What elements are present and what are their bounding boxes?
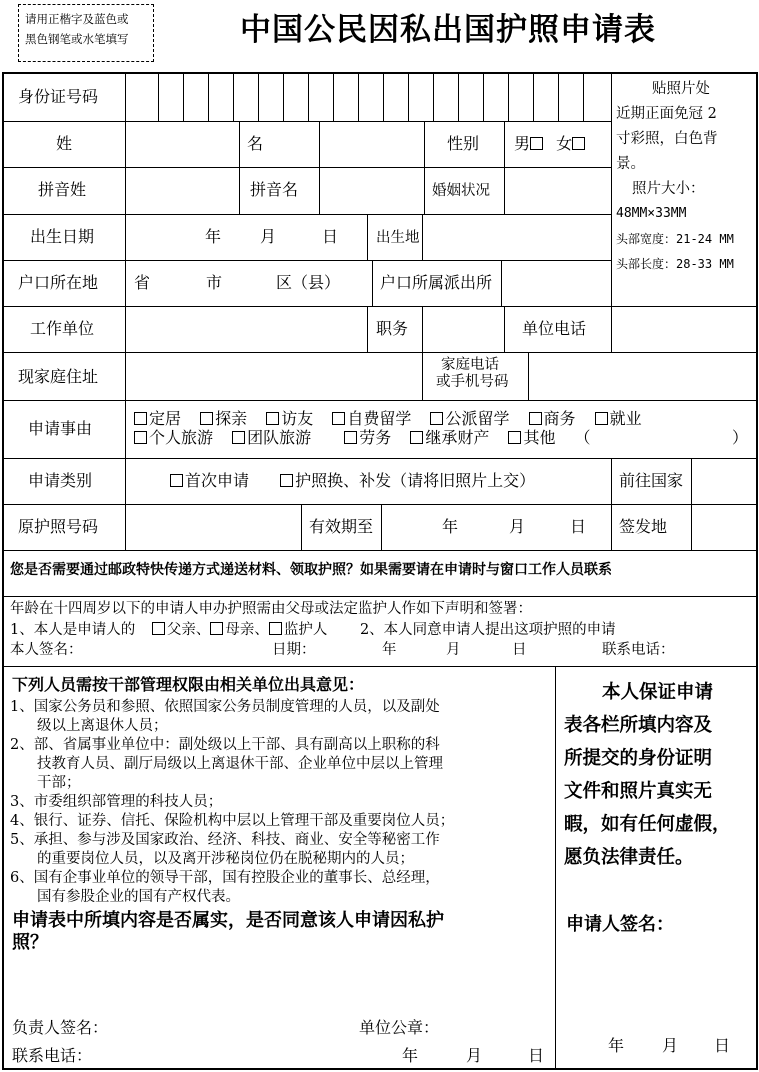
guardian-legal: 监护人 (283, 622, 328, 638)
row-line (4, 550, 758, 551)
cadre-day: 日 (528, 1046, 545, 1065)
father-checkbox[interactable] (152, 622, 165, 635)
guardian-year: 年 (382, 642, 397, 658)
reason-checkbox[interactable] (332, 412, 345, 425)
col-line (319, 121, 320, 214)
guarantee-month: 月 (662, 1036, 679, 1055)
id-box-line (258, 74, 259, 121)
photo-area (616, 78, 758, 275)
note-line-2: 黑色钢笔或水笔填写 (25, 32, 129, 46)
gender-female-label: 女 (556, 134, 573, 153)
col-line (691, 458, 692, 504)
cadre-item: 的重要岗位人员，以及离开涉秘岗位仍在脱秘期内的人员； (37, 851, 414, 867)
hukou-city: 市 (206, 273, 223, 292)
guarantee-day: 日 (714, 1036, 731, 1055)
photo-line: 48MM×33MM (616, 206, 687, 221)
category-first: 首次申请 (185, 471, 250, 490)
gender-options (514, 135, 587, 153)
photo-line: 头部长度：28-33 MM (616, 257, 734, 271)
guarantee-line: 表各栏所填内容及 (564, 715, 713, 736)
col-line (422, 214, 423, 260)
cadre-item: 干部； (37, 775, 81, 791)
hukou-province: 省 (134, 273, 151, 292)
id-box-line (233, 74, 234, 121)
gender-male-label: 男 (514, 134, 531, 153)
guardian-line-3 (10, 641, 750, 659)
label-old-passport: 原护照号码 (18, 517, 99, 536)
male-checkbox[interactable] (530, 137, 543, 150)
reason-checkbox[interactable] (344, 431, 357, 444)
reason-checkbox[interactable] (595, 412, 608, 425)
label-valid-until: 有效期至 (309, 517, 374, 536)
home-phone-line-1: 家庭电话 (441, 357, 499, 373)
hukou-district: 区（县） (276, 273, 341, 292)
col-line (381, 504, 382, 550)
reason-business: 商务 (543, 409, 576, 428)
female-checkbox[interactable] (572, 137, 585, 150)
id-box-line (383, 74, 384, 121)
valid-day: 日 (570, 517, 587, 536)
reason-options-row-2 (134, 429, 591, 447)
label-pinyin-given: 拼音名 (250, 180, 299, 199)
cadre-phone-label: 联系电话： (12, 1046, 93, 1065)
guardian-contact-label: 联系电话： (602, 642, 675, 658)
row-line (4, 666, 758, 667)
row-line (4, 596, 758, 597)
mail-notice: 您是否需要通过邮政特快传递方式递送材料、领取护照？如果需要请在申请时与窗口工作人员联系 (10, 562, 612, 578)
reason-settle: 定居 (149, 409, 182, 428)
cadre-item: 6、国有企事业单位的领导干部，国有控股企业的董事长、总经理， (10, 870, 440, 886)
reason-checkbox[interactable] (134, 412, 147, 425)
cadre-item: 国有参股企业的国有产权代表。 (37, 889, 240, 905)
category-renew: 护照换、补发（请将旧照片上交） (295, 471, 536, 490)
label-issue-place: 签发地 (619, 517, 668, 536)
reason-other: 其他 (523, 428, 556, 447)
guarantee-line: 文件和照片真实无 (564, 781, 713, 802)
instruction-note (18, 4, 154, 62)
col-line (125, 74, 126, 550)
label-pinyin-surname: 拼音姓 (38, 180, 87, 199)
id-box-line (483, 74, 484, 121)
guardian-sign-label: 本人签名： (10, 642, 83, 658)
reason-group-travel: 团队旅游 (247, 428, 312, 447)
reason-options-row-1 (134, 410, 642, 428)
birth-year: 年 (205, 227, 222, 246)
col-line (555, 666, 556, 1070)
label-position: 职务 (376, 319, 409, 338)
photo-line: 寸彩照，白色背 (616, 131, 718, 147)
cadre-question-line-1: 申请表中所填内容是否属实，是否同意该人申请因私护 (12, 910, 444, 931)
other-paren-close: ） (732, 428, 749, 447)
note-line-1: 请用正楷字及蓝色或 (25, 12, 129, 26)
col-line (611, 504, 612, 550)
photo-title: 贴照片处 (652, 81, 710, 97)
reason-visit-family: 探亲 (215, 409, 248, 428)
cadre-question (12, 910, 557, 954)
reason-labor: 劳务 (359, 428, 392, 447)
id-box-line (208, 74, 209, 121)
reason-personal-travel: 个人旅游 (149, 428, 214, 447)
category-options (170, 472, 535, 490)
reason-inheritance: 继承财产 (425, 428, 490, 447)
col-line (528, 352, 529, 400)
cadre-list (10, 698, 555, 907)
guardian-consent: 2、本人同意申请人提出这项护照的申请 (359, 622, 616, 638)
id-box-line (533, 74, 534, 121)
reason-checkbox[interactable] (430, 412, 443, 425)
reason-self-study: 自费留学 (347, 409, 412, 428)
guardian-mother: 母亲、 (225, 622, 269, 638)
guardian-father: 父亲、 (166, 622, 211, 638)
cadre-month: 月 (466, 1046, 483, 1065)
cadre-item: 5、承担、参与涉及国家政治、经济、科技、商业、安全等秘密工作 (10, 832, 440, 848)
guarantee-line: 本人保证申请 (602, 682, 714, 703)
row-line (4, 458, 758, 459)
label-home-phone (436, 357, 509, 391)
id-box-line (583, 74, 584, 121)
label-marital: 婚姻状况 (432, 183, 490, 199)
label-dest-country: 前往国家 (619, 471, 684, 490)
row-line (4, 352, 758, 353)
col-line (504, 121, 505, 214)
guardian-line-2 (10, 621, 616, 639)
cadre-item: 3、市委组织部管理的科技人员； (10, 794, 223, 810)
row-line (4, 260, 611, 261)
guarantee-line: 所提交的身份证明 (564, 748, 713, 769)
cadre-item: 2、部、省属事业单位中：副处级以上干部、具有副高以上职称的科 (10, 737, 440, 753)
id-box-line (358, 74, 359, 121)
label-birth-date: 出生日期 (30, 227, 95, 246)
col-line (611, 306, 612, 352)
label-address: 现家庭住址 (18, 367, 99, 386)
other-paren-open: （ (574, 428, 591, 447)
row-line (4, 167, 611, 168)
reason-checkbox[interactable] (508, 431, 521, 444)
unit-seal-label: 单位公章： (359, 1018, 440, 1037)
renew-checkbox[interactable] (280, 474, 293, 487)
label-surname: 姓 (56, 134, 73, 153)
label-hukou: 户口所在地 (18, 273, 99, 292)
col-line (424, 121, 425, 214)
row-line (4, 306, 758, 307)
row-line (4, 121, 611, 122)
guarantee-line: 暇，如有任何虚假， (564, 814, 731, 835)
guardian-date-label: 日期： (272, 642, 316, 658)
label-birthplace: 出生地 (376, 230, 420, 246)
id-box-line (408, 74, 409, 121)
label-police-station: 户口所属派出所 (380, 273, 493, 292)
first-application-checkbox[interactable] (170, 474, 183, 487)
cadre-item: 技教育人员、副厅局级以上离退休干部、企业单位中层以上管理 (37, 756, 443, 772)
reason-checkbox[interactable] (529, 412, 542, 425)
col-line (501, 260, 502, 306)
home-phone-line-2: 或手机号码 (436, 374, 509, 390)
guardian-line-1: 年龄在十四周岁以下的申请人申办护照需由父母或法定监护人作如下声明和签署： (10, 601, 532, 617)
leader-sign-label: 负责人签名： (12, 1018, 109, 1037)
label-given-name: 名 (247, 134, 264, 153)
col-line (301, 504, 302, 550)
guarantee-statement (564, 676, 756, 874)
application-form-table (2, 72, 758, 1070)
label-gender: 性别 (447, 134, 480, 153)
label-reason: 申请事由 (28, 419, 93, 438)
photo-line: 照片大小： (632, 181, 705, 197)
col-line (372, 260, 373, 306)
reason-checkbox[interactable] (266, 412, 279, 425)
guarantee-line: 愿负法律责任。 (564, 847, 694, 868)
mother-checkbox[interactable] (210, 622, 223, 635)
photo-line: 近期正面免冠 2 (616, 106, 717, 122)
id-box-line (183, 74, 184, 121)
birth-day: 日 (322, 227, 339, 246)
reason-checkbox[interactable] (200, 412, 213, 425)
reason-checkbox[interactable] (232, 431, 245, 444)
cadre-item: 级以上离退休人员； (37, 718, 168, 734)
label-employer: 工作单位 (30, 319, 95, 338)
id-box-line (433, 74, 434, 121)
id-box-line (308, 74, 309, 121)
label-work-phone: 单位电话 (522, 319, 587, 338)
valid-year: 年 (442, 517, 459, 536)
id-box-line (458, 74, 459, 121)
label-id-number: 身份证号码 (18, 87, 99, 106)
id-box-line (508, 74, 509, 121)
col-line (367, 306, 368, 352)
guarantee-year: 年 (608, 1036, 625, 1055)
cadre-heading: 下列人员需按干部管理权限由相关单位出具意见： (12, 675, 365, 694)
reason-employment: 就业 (609, 409, 642, 428)
reason-public-study: 公派留学 (445, 409, 510, 428)
col-line (691, 504, 692, 550)
applicant-sign-label: 申请人签名： (566, 914, 674, 935)
valid-month: 月 (509, 517, 526, 536)
reason-checkbox[interactable] (134, 431, 147, 444)
id-box-line (558, 74, 559, 121)
row-line (4, 214, 611, 215)
guardian-day: 日 (512, 642, 527, 658)
col-line (239, 121, 240, 214)
id-box-line (333, 74, 334, 121)
cadre-year: 年 (402, 1046, 419, 1065)
photo-line: 景。 (616, 156, 645, 172)
guardian-checkbox[interactable] (269, 622, 282, 635)
row-line (4, 400, 758, 401)
guardian-month: 月 (446, 642, 461, 658)
col-line (422, 306, 423, 352)
form-title: 中国公民因私出国护照申请表 (240, 12, 656, 48)
col-line (611, 458, 612, 504)
cadre-item: 1、国家公务员和参照、依照国家公务员制度管理的人员，以及副处 (10, 699, 440, 715)
label-category: 申请类别 (28, 471, 93, 490)
col-line (422, 352, 423, 400)
reason-checkbox[interactable] (410, 431, 423, 444)
photo-line: 头部宽度：21-24 MM (616, 232, 734, 246)
birth-month: 月 (260, 227, 277, 246)
col-line (367, 214, 368, 260)
cadre-question-line-2: 照？ (12, 932, 48, 953)
cadre-item: 4、银行、证券、信托、保险机构中层以上管理干部及重要岗位人员； (10, 813, 455, 829)
id-box-line (283, 74, 284, 121)
col-line (504, 306, 505, 352)
guardian-relation-label: 1、本人是申请人的 (10, 622, 136, 638)
id-box-line (158, 74, 159, 121)
reason-visit-friends: 访友 (281, 409, 314, 428)
